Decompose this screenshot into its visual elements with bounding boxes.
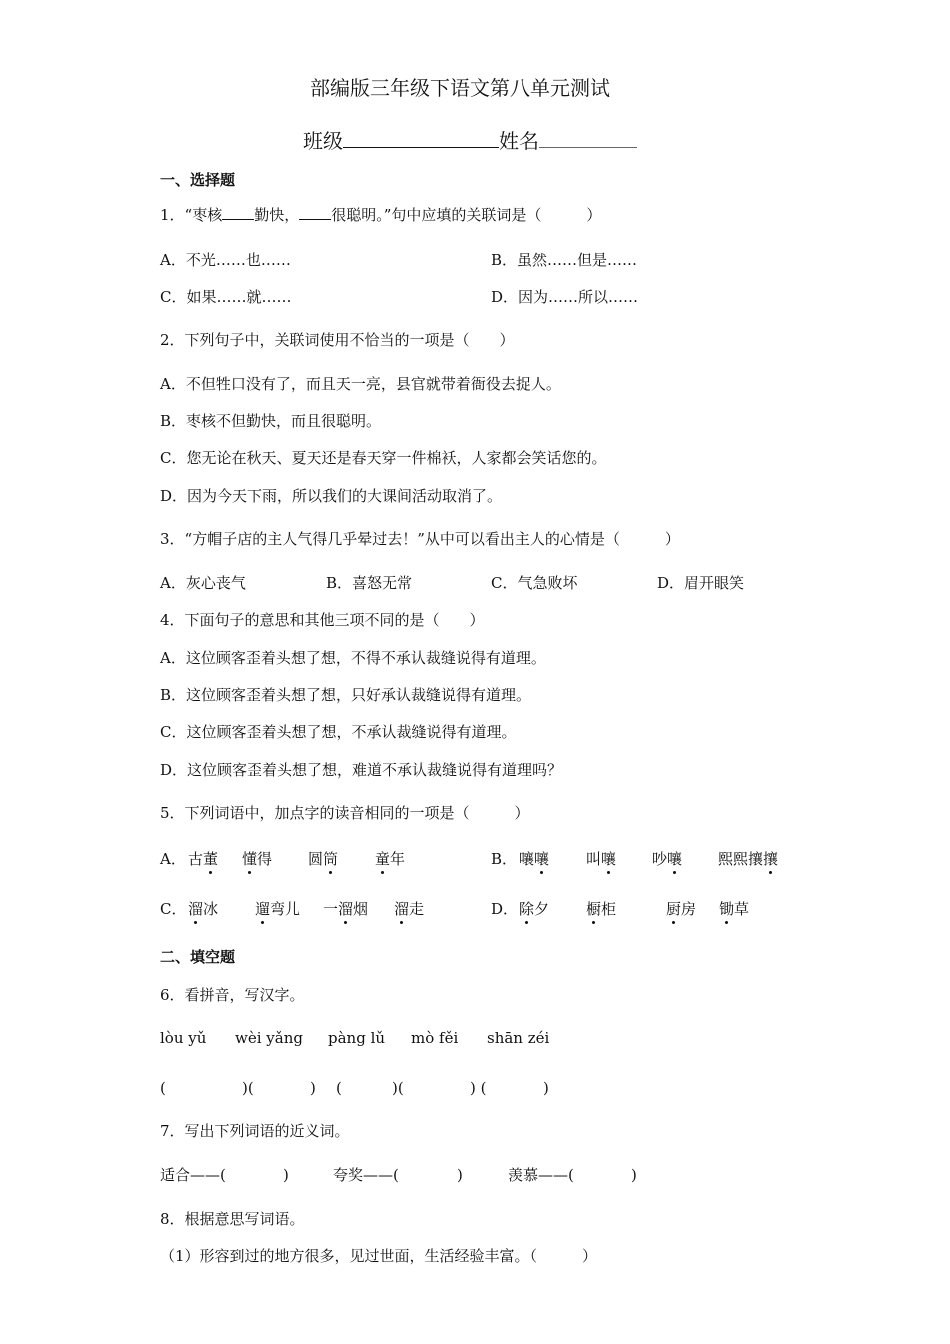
q5-a-label: A． [160, 850, 186, 868]
q5-d-word-3: 厨房 [666, 900, 697, 918]
q3-option-c[interactable]: C．气急败坏 [491, 574, 578, 592]
q5-b-word-3: 吵嚷 [652, 850, 683, 868]
q8-stem: 8．根据意思写词语。 [160, 1210, 305, 1228]
q2-option-c[interactable]: C．您无论在秋天、夏天还是春天穿一件棉袄，人家都会笑话您的。 [160, 449, 607, 467]
q5-a-word-2: 懂得 [242, 850, 273, 868]
q4-option-d[interactable]: D．这位顾客歪着头想了想，难道不承认裁缝说得有道理吗？ [160, 761, 563, 779]
q5-c-label: C． [160, 900, 187, 918]
q5-c-word-2: 遛弯儿 [255, 900, 301, 918]
q6-answer-blank-2-close[interactable]: ) [310, 1079, 316, 1097]
q4-option-b[interactable]: B．这位顾客歪着头想了想，只好承认裁缝说得有道理。 [160, 686, 532, 704]
q5-a-word-3: 圆筒 [308, 850, 339, 868]
q6-answer-blank-1-close[interactable]: )( [242, 1079, 254, 1097]
q4-option-a[interactable]: A．这位顾客歪着头想了想，不得不承认裁缝说得有道理。 [160, 649, 546, 667]
q2-stem: 2．下列句子中，关联词使用不恰当的一项是（ ） [160, 331, 515, 349]
q5-option-b[interactable] [491, 849, 517, 869]
q2-option-b[interactable]: B．枣核不但勤快，而且很聪明。 [160, 412, 382, 430]
q6-pinyin-2: wèi yǎng [235, 1029, 303, 1047]
q6-pinyin-5: shān zéi [487, 1029, 550, 1047]
name-label: 姓名 [499, 129, 539, 153]
q2-option-a[interactable]: A．不但牲口没有了，而且天一亮，县官就带着衙役去捉人。 [160, 375, 561, 393]
q1-stem-part-b: 勤快， [254, 206, 300, 224]
q5-option-c[interactable] [160, 899, 186, 919]
q5-option-a[interactable] [160, 849, 186, 869]
q1-option-b[interactable]: B．虽然……但是…… [491, 251, 638, 269]
q5-a-word-4: 童年 [375, 850, 406, 868]
q6-answer-blank-4-close[interactable]: ) ( [470, 1079, 487, 1097]
q7-item-1[interactable]: 适合——( [160, 1166, 226, 1184]
q1-blank-2[interactable] [299, 205, 331, 220]
q5-b-word-4: 熙熙攘攘 [718, 850, 779, 868]
name-blank[interactable] [539, 131, 637, 148]
q5-d-label: D． [491, 900, 519, 918]
q5-c-word-1: 溜冰 [188, 900, 219, 918]
q5-b-label: B． [491, 850, 518, 868]
q5-b-word-2: 叫嚷 [586, 850, 617, 868]
q5-d-word-4: 锄草 [719, 900, 750, 918]
class-blank[interactable] [343, 131, 499, 148]
q5-c-word-3: 一溜烟 [323, 900, 369, 918]
q5-option-d[interactable] [491, 899, 518, 919]
section-heading-fill: 二、填空题 [160, 948, 236, 966]
q7-item-3[interactable]: 羡慕——( [508, 1166, 574, 1184]
q1-stem-part-c: 很聪明。”句中应填的关联词是（ ） [331, 206, 602, 224]
q7-item-2[interactable]: 夸奖——( [333, 1166, 399, 1184]
student-info [303, 128, 637, 154]
q5-stem: 5．下列词语中，加点字的读音相同的一项是（ ） [160, 804, 530, 822]
q2-option-d[interactable]: D．因为今天下雨，所以我们的大课间活动取消了。 [160, 487, 503, 505]
q6-answer-blank-1-open[interactable]: ( [160, 1079, 166, 1097]
q6-answer-blank-3-open[interactable]: ( [336, 1079, 342, 1097]
section-heading-choice: 一、选择题 [160, 171, 236, 189]
q6-answer-blank-3-close[interactable]: )( [392, 1079, 404, 1097]
q1-stem [160, 205, 601, 225]
q1-blank-1[interactable] [222, 205, 254, 220]
q4-stem: 4．下面句子的意思和其他三项不同的是（ ） [160, 611, 485, 629]
q6-pinyin-3: pàng lǔ [328, 1029, 386, 1047]
q1-option-c[interactable]: C．如果……就…… [160, 288, 292, 306]
class-label: 班级 [303, 129, 343, 153]
q1-option-a[interactable]: A．不光……也…… [160, 251, 291, 269]
q7-item-3-close[interactable]: ) [631, 1166, 637, 1184]
q1-option-d[interactable]: D．因为……所以…… [491, 288, 639, 306]
q7-stem: 7．写出下列词语的近义词。 [160, 1122, 350, 1140]
q6-pinyin-4: mò fěi [411, 1029, 459, 1047]
q5-a-word-1: 古董 [188, 850, 219, 868]
q3-option-a[interactable]: A．灰心丧气 [160, 574, 246, 592]
q6-pinyin-1: lòu yǔ [160, 1029, 207, 1047]
q5-d-word-2: 橱柜 [586, 900, 617, 918]
q6-stem: 6．看拼音，写汉字。 [160, 986, 305, 1004]
q7-item-2-close[interactable]: ) [457, 1166, 463, 1184]
q3-option-b[interactable]: B．喜怒无常 [326, 574, 413, 592]
q8-item-1[interactable]: （1）形容到过的地方很多，见过世面，生活经验丰富。（ ） [160, 1247, 598, 1265]
q6-answer-blank-5-close[interactable]: ) [543, 1079, 549, 1097]
q3-option-d[interactable]: D．眉开眼笑 [657, 574, 745, 592]
q3-stem: 3．“方帽子店的主人气得几乎晕过去！”从中可以看出主人的心情是（ ） [160, 530, 680, 548]
page-title: 部编版三年级下语文第八单元测试 [310, 76, 610, 100]
q5-b-word-1: 嚷嚷 [519, 850, 550, 868]
q5-d-word-1: 除夕 [519, 900, 550, 918]
q5-c-word-4: 溜走 [394, 900, 425, 918]
q4-option-c[interactable]: C．这位顾客歪着头想了想，不承认裁缝说得有道理。 [160, 723, 517, 741]
q1-stem-part-a: 1．“枣核 [160, 206, 223, 224]
q7-item-1-close[interactable]: ) [283, 1166, 289, 1184]
